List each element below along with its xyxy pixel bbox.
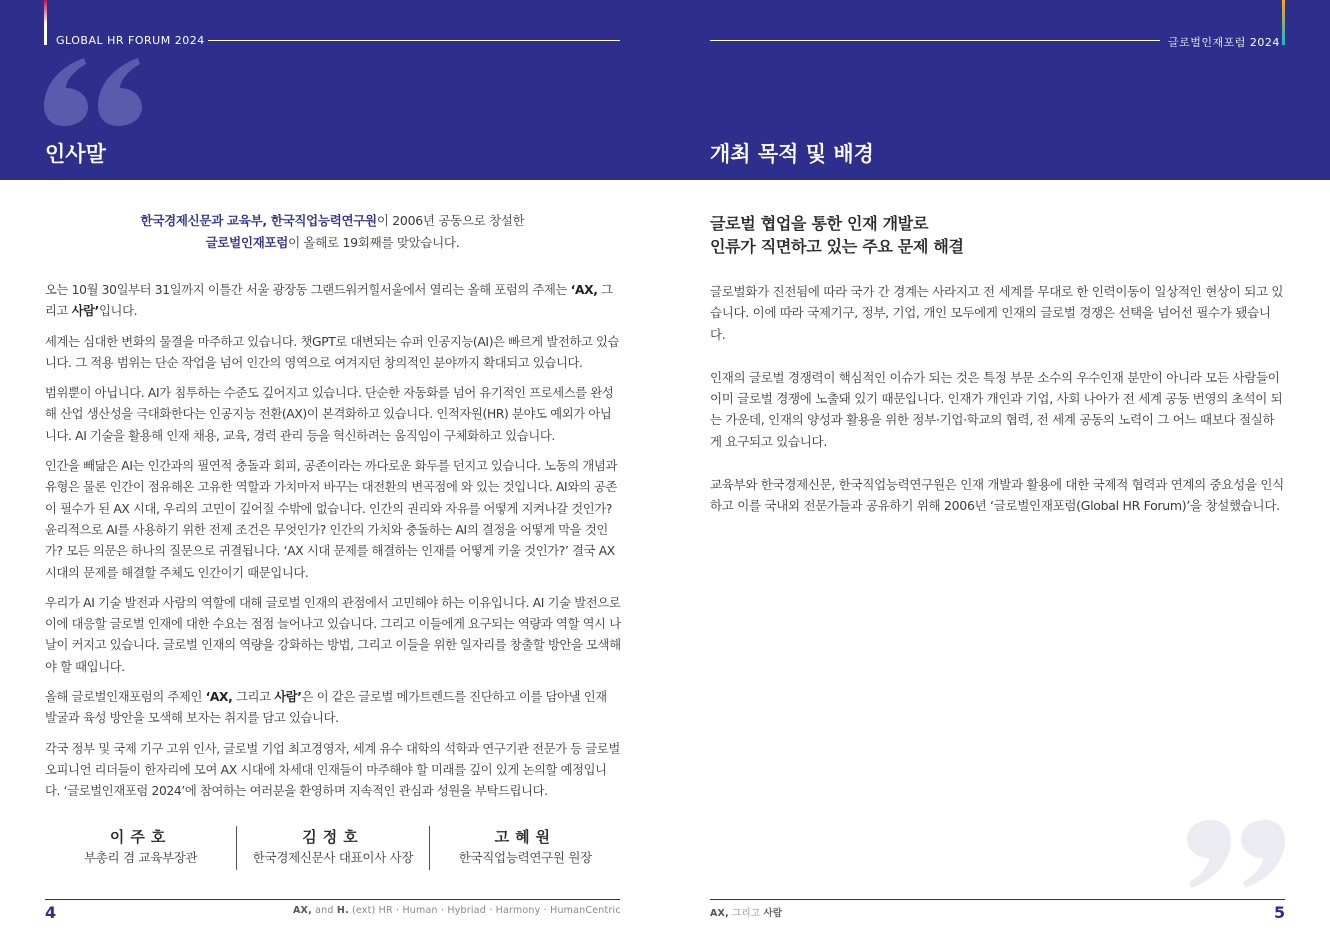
body-bold: 사람’ — [274, 690, 302, 705]
body-text: 그리고 — [232, 690, 275, 705]
footer-rule — [45, 899, 620, 900]
body-text: 오는 10월 30일부터 31일까지 이틀간 서울 광장동 그랜드워커힐서울에서 열리는 올해 포럼의 주제는 — [45, 283, 571, 297]
body-paragraph — [45, 687, 621, 730]
signature-name: 고혜원 — [494, 828, 557, 846]
header-label: 글로벌인재포럼 2024 — [1168, 36, 1280, 49]
body-paragraph: 인간을 빼닮은 AI는 인간과의 필연적 충돌과 회피, 공존이라는 까다로운 화두를 던지고 있습니다. 노동의 개념과 유형은 물론 인간이 점유해온 고유한 역할과 가치마저 바꾸는 대전환의 변곡점에 와 있는 것입니다. AI와의 공존이 필수가 된 AX 시대, 우리의 고민이 깊어질 수밖에 없습니다. 인간의 권리와 자유를 어떻게 지켜나갈 것인가? 윤리적으로 AI를 사용하기 위한 전제 조건은 무엇인가? 인간의 가치와 충돌하는 AI의 결정을 어떻게 막을 것인가? 모든 의문은 하나의 질문으로 귀결됩니다. ‘AX 시대 문제를 해결하는 인재를 어떻게 키울 것인가?’ 결국 AX 시대의 문제를 해결할 주체도 인간이기 때문입니다. — [45, 459, 617, 580]
signature-role: 한국경제신문사 대표이사 사장 — [252, 850, 414, 865]
body-paragraph: 세계는 심대한 변화의 물결을 마주하고 있습니다. 챗GPT로 대변되는 슈퍼 인공지능(AI)은 빠르게 발전하고 있습니다. 그 적용 범위는 단순 작업을 넘어 인간의 영역으로 여겨지던 창의적인 분야까지 확대되고 있습니다. — [45, 334, 620, 370]
header-accent-bar — [44, 0, 47, 45]
greeting-body — [45, 280, 621, 812]
signature-role: 부총리 겸 교육부장관 — [84, 850, 198, 865]
footer-bold: AX, — [710, 908, 729, 919]
footer-text — [293, 905, 621, 916]
body-text: 입니다. — [99, 304, 138, 319]
body-text: 은 이 같은 글로벌 메가트렌드를 진단하고 이를 담아낼 인재 발굴과 육성 방안을 모색해 보자는 취지를 담고 있습니다. — [45, 690, 607, 726]
body-bold: ‘AX, — [570, 283, 598, 297]
body-text: 올해 글로벌인재포럼의 주제인 — [45, 690, 206, 705]
body-bold: ‘AX, — [205, 690, 233, 705]
signature-block — [429, 826, 621, 870]
lead-paragraph — [45, 210, 620, 254]
right-page — [665, 0, 1330, 945]
section-heading — [710, 212, 1270, 258]
body-paragraph: 범위뿐이 아닙니다. AI가 침투하는 수준도 깊어지고 있습니다. 단순한 자동화를 넘어 유기적인 프로세스를 완성해 산업 생산성을 극대화한다는 인공지능 전환(AX)이 본격화하고 있습니다. 인적자원(HR) 분야도 예외가 아닙니다. AI 기술을 활용해 인재 채용, 교육, 경력 관리 등을 혁신하려는 움직임이 구체화하고 있습니다. — [45, 386, 614, 443]
header-rule — [208, 40, 620, 41]
body-bold: 사람’ — [71, 304, 100, 319]
header-label: GLOBAL HR FORUM 2024 — [56, 34, 205, 47]
signature-name: 이주호 — [109, 828, 172, 846]
page-number: 4 — [45, 903, 57, 922]
footer-text — [710, 905, 782, 919]
footer-bold: 사람 — [763, 908, 783, 919]
signature-block — [45, 826, 236, 870]
footer-bold: H. — [336, 905, 349, 916]
body-paragraph: 교육부와 한국경제신문, 한국직업능력연구원은 인재 개발과 활용에 대한 국제적 협력과 연계의 중요성을 인식하고 이를 국내외 전문가들과 공유하기 위해 2006년 ‘글로벌인재포럼(Global HR Forum)’을 창설했습니다. — [710, 477, 1284, 514]
lead-highlight-organizers: 한국경제신문과 교육부, 한국직업능력연구원 — [140, 213, 377, 228]
signature-name: 김정호 — [302, 828, 364, 846]
lead-text: 이 올해로 19회째를 맞았습니다. — [288, 235, 460, 250]
footer-bold: AX, — [293, 905, 312, 916]
body-paragraph: 우리가 AI 기술 발전과 사람의 역할에 대해 글로벌 인재의 관점에서 고민해야 하는 이유입니다. AI 기술 발전으로 이에 대응할 글로벌 인재에 대한 수요는 점점 늘어나고 있습니다. 그리고 이들에게 요구되는 역량과 역할 역시 나날이 커지고 있습니다. 글로벌 인재의 역량을 강화하는 방법, 그리고 이들을 위한 일자리를 창출할 방안을 모색해야 할 때입니다. — [45, 595, 621, 674]
heading-line: 글로벌 협업을 통한 인재 개발로 — [710, 214, 929, 233]
footer-rule — [710, 899, 1285, 900]
footer-text-part: 그리고 — [728, 908, 764, 919]
lead-text: 이 2006년 공동으로 창설한 — [376, 213, 525, 228]
page-number: 5 — [1274, 903, 1286, 922]
close-quote-icon — [1187, 818, 1287, 888]
header-accent-bar — [1282, 0, 1285, 45]
footer-text-part: and — [311, 905, 337, 916]
body-paragraph: 각국 정부 및 국제 기구 고위 인사, 글로벌 기업 최고경영자, 세계 유수 대학의 석학과 연구기관 전문가 등 글로벌 오피니언 리더들이 한자리에 모여 AX 시대에 차세대 인재들이 마주해야 할 미래를 깊이 있게 논의할 예정입니다. ‘글로벌인재포럼 2024’에 참여하는 여러분을 환영하며 지속적인 관심과 성원을 부탁드립니다. — [45, 741, 620, 799]
body-paragraph — [45, 280, 621, 323]
heading-line: 인류가 직면하고 있는 주요 문제 해결 — [710, 237, 964, 256]
signature-block — [236, 826, 428, 870]
open-quote-icon — [44, 58, 144, 128]
body-paragraph: 글로벌화가 진전됨에 따라 국가 간 경계는 사라지고 전 세계를 무대로 한 인력이동이 일상적인 현상이 되고 있습니다. 이에 따라 국제기구, 정부, 기업, 개인 모두에게 인재의 글로벌 경쟁은 선택을 넘어선 필수가 됐습니다. — [710, 284, 1284, 342]
signatures — [45, 826, 621, 870]
body-paragraph: 인재의 글로벌 경쟁력이 핵심적인 이슈가 되는 것은 특정 부문 소수의 우수인재 분만이 아니라 모든 사람들이 이미 글로벌 경쟁에 노출돼 있기 때문입니다. 인재가 개인과 기업, 사회 나아가 전 세계 공동 번영의 초석이 되는 가운데, 인재의 양성과 활용을 위한 정부·기업·학교의 협력, 전 세계 공동의 노력이 그 어느 때보다 절실하게 요구되고 있습니다. — [710, 369, 1283, 449]
page-title: 인사말 — [45, 142, 106, 166]
signature-role: 한국직업능력연구원 원장 — [458, 850, 592, 865]
header-rule — [710, 40, 1160, 41]
purpose-body — [710, 281, 1286, 539]
footer-text-part: (ext) HR · Human · Hybriad · Harmony · HumanCentric — [348, 905, 621, 916]
page-title: 개최 목적 및 배경 — [710, 142, 874, 166]
body-text: 그리고 — [45, 283, 613, 319]
lead-highlight-forum: 글로벌인재포럼 — [205, 235, 289, 250]
